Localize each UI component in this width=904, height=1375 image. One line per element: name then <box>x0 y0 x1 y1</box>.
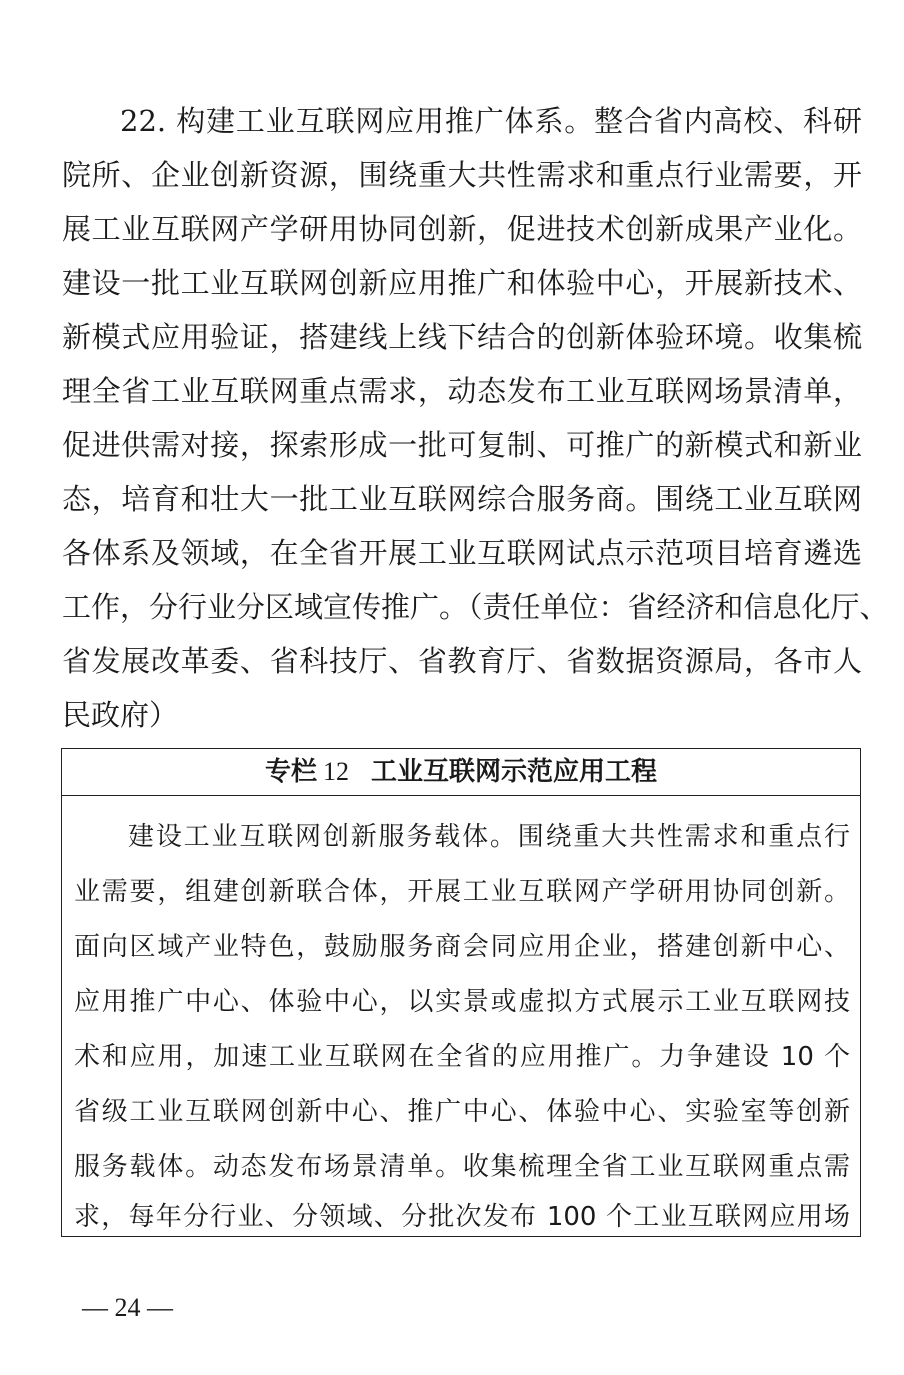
box-line: 省级工业互联网创新中心、推广中心、体验中心、实验室等创新 <box>74 1097 850 1127</box>
paragraph-line: 新模式应用验证，搭建线上线下结合的创新体验环境。收集梳 <box>62 320 862 354</box>
box-line: 应用推广中心、体验中心，以实景或虚拟方式展示工业互联网技 <box>74 987 850 1017</box>
paragraph-line: 各体系及领域，在全省开展工业互联网试点示范项目培育遴选 <box>62 536 862 570</box>
box-line: 术和应用，加速工业互联网在全省的应用推广。力争建设 10 个 <box>74 1042 850 1072</box>
page-number: — 24 — <box>82 1293 173 1322</box>
paragraph-line: 院所、企业创新资源，围绕重大共性需求和重点行业需要，开 <box>62 158 862 192</box>
paragraph-line: 理全省工业互联网重点需求，动态发布工业互联网场景清单， <box>62 374 862 408</box>
box-line: 业需要，组建创新联合体，开展工业互联网产学研用协同创新。 <box>74 877 850 907</box>
box-line: 服务载体。动态发布场景清单。收集梳理全省工业互联网重点需 <box>74 1152 850 1182</box>
box-title-prefix: 专栏 <box>264 757 317 787</box>
paragraph-line: 22. 构建工业互联网应用推广体系。整合省内高校、科研 <box>120 104 862 138</box>
box-line: 面向区域产业特色，鼓励服务商会同应用企业，搭建创新中心、 <box>74 932 850 962</box>
paragraph-line: 促进供需对接，探索形成一批可复制、可推广的新模式和新业 <box>62 428 862 462</box>
box-line: 建设工业互联网创新服务载体。围绕重大共性需求和重点行 <box>128 822 850 852</box>
paragraph-line: 省发展改革委、省科技厅、省教育厅、省数据资源局，各市人 <box>62 644 862 678</box>
box-title <box>62 749 860 796</box>
box-title-text: 工业互联网示范应用工程 <box>371 757 658 787</box>
paragraph-line: 民政府） <box>62 698 179 732</box>
paragraph-line: 态，培育和壮大一批工业互联网综合服务商。围绕工业互联网 <box>62 482 862 516</box>
paragraph-line: 展工业互联网产学研用协同创新，促进技术创新成果产业化。 <box>62 212 862 246</box>
box-title-number: 12 <box>323 757 349 786</box>
paragraph-line: 建设一批工业互联网创新应用推广和体验中心，开展新技术、 <box>62 266 862 300</box>
box-line: 求，每年分行业、分领域、分批次发布 100 个工业互联网应用场 <box>74 1202 850 1232</box>
paragraph-line: 工作，分行业分区域宣传推广。（责任单位：省经济和信息化厅、 <box>62 590 889 624</box>
special-column-box <box>61 748 861 1237</box>
